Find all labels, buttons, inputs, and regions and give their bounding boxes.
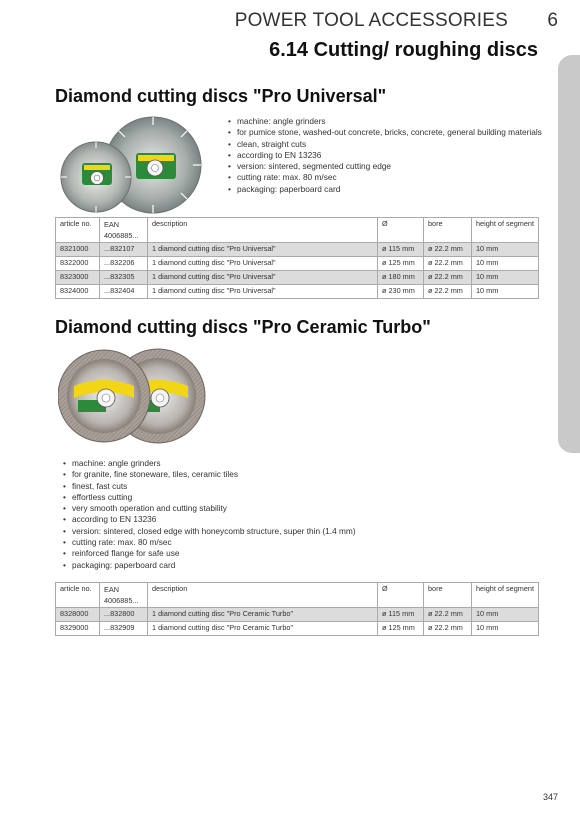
pro-ceramic-turbo-features bbox=[63, 458, 356, 571]
col-segment: height of segment bbox=[472, 218, 539, 243]
cell-article: 8322000 bbox=[56, 257, 100, 271]
cell-article: 8323000 bbox=[56, 271, 100, 285]
cell-ean: ...832909 bbox=[100, 622, 148, 636]
cell-diameter: ø 230 mm bbox=[378, 285, 424, 299]
cell-bore: ø 22.2 mm bbox=[424, 285, 472, 299]
cell-ean: ...832800 bbox=[100, 608, 148, 622]
chapter-side-tab bbox=[558, 55, 580, 453]
pro-ceramic-turbo-discs-image bbox=[58, 346, 206, 446]
table-row bbox=[56, 285, 539, 299]
cell-description: 1 diamond cutting disc "Pro Universal" bbox=[148, 285, 378, 299]
cell-article: 8321000 bbox=[56, 243, 100, 257]
cell-ean: ...832206 bbox=[100, 257, 148, 271]
col-diameter: Ø bbox=[378, 218, 424, 243]
section-subtitle: 6.14 Cutting/ roughing discs bbox=[269, 39, 538, 61]
cell-article: 8329000 bbox=[56, 622, 100, 636]
page-number: 347 bbox=[542, 792, 558, 802]
table-row bbox=[56, 622, 539, 636]
cell-bore: ø 22.2 mm bbox=[424, 257, 472, 271]
cell-diameter: ø 115 mm bbox=[378, 243, 424, 257]
col-diameter: Ø bbox=[378, 583, 424, 608]
cell-article: 8324000 bbox=[56, 285, 100, 299]
col-description: description bbox=[148, 218, 378, 243]
cell-diameter: ø 125 mm bbox=[378, 257, 424, 271]
feature-item: • clean, straight cuts bbox=[228, 139, 542, 150]
feature-item: • finest, fast cuts bbox=[63, 481, 356, 492]
col-bore: bore bbox=[424, 583, 472, 608]
feature-item: • machine: angle grinders bbox=[228, 116, 542, 127]
feature-item: • version: sintered, closed edge with honeycomb structure, super thin (1.4 mm) bbox=[63, 526, 356, 537]
pro-universal-features bbox=[228, 116, 542, 195]
feature-item: • for pumice stone, washed-out concrete, bricks, concrete, general building materials bbox=[228, 127, 542, 138]
cell-description: 1 diamond cutting disc "Pro Universal" bbox=[148, 257, 378, 271]
pro-universal-discs-image bbox=[58, 115, 203, 215]
col-ean: EAN 4006885... bbox=[100, 218, 148, 243]
cell-diameter: ø 115 mm bbox=[378, 608, 424, 622]
feature-item: • for granite, fine stoneware, tiles, ceramic tiles bbox=[63, 469, 356, 480]
col-ean: EAN 4006885... bbox=[100, 583, 148, 608]
table-row bbox=[56, 243, 539, 257]
cell-segment: 10 mm bbox=[472, 257, 539, 271]
cell-segment: 10 mm bbox=[472, 285, 539, 299]
col-segment: height of segment bbox=[472, 583, 539, 608]
feature-item: • cutting rate: max. 80 m/sec bbox=[228, 172, 542, 183]
feature-item: • machine: angle grinders bbox=[63, 458, 356, 469]
cell-segment: 10 mm bbox=[472, 243, 539, 257]
cell-segment: 10 mm bbox=[472, 622, 539, 636]
pro-ceramic-turbo-table bbox=[55, 582, 539, 636]
cell-bore: ø 22.2 mm bbox=[424, 271, 472, 285]
feature-item: • packaging: paperboard card bbox=[63, 560, 356, 571]
chapter-number: 6 bbox=[547, 10, 558, 31]
table-row bbox=[56, 271, 539, 285]
cell-description: 1 diamond cutting disc "Pro Ceramic Turbo" bbox=[148, 622, 378, 636]
cell-description: 1 diamond cutting disc "Pro Ceramic Turbo" bbox=[148, 608, 378, 622]
cell-ean: ...832404 bbox=[100, 285, 148, 299]
feature-item: • very smooth operation and cutting stability bbox=[63, 503, 356, 514]
cell-bore: ø 22.2 mm bbox=[424, 608, 472, 622]
cell-ean: ...832107 bbox=[100, 243, 148, 257]
feature-item: • according to EN 13236 bbox=[63, 514, 356, 525]
cell-description: 1 diamond cutting disc "Pro Universal" bbox=[148, 271, 378, 285]
cell-segment: 10 mm bbox=[472, 271, 539, 285]
table-row bbox=[56, 608, 539, 622]
section-title-pro-universal: Diamond cutting discs "Pro Universal" bbox=[55, 86, 387, 106]
col-article: article no. bbox=[56, 218, 100, 243]
col-description: description bbox=[148, 583, 378, 608]
cell-bore: ø 22.2 mm bbox=[424, 243, 472, 257]
feature-item: • according to EN 13236 bbox=[228, 150, 542, 161]
cell-ean: ...832305 bbox=[100, 271, 148, 285]
cell-diameter: ø 125 mm bbox=[378, 622, 424, 636]
feature-item: • packaging: paperboard card bbox=[228, 184, 542, 195]
cell-article: 8328000 bbox=[56, 608, 100, 622]
col-article: article no. bbox=[56, 583, 100, 608]
feature-item: • version: sintered, segmented cutting edge bbox=[228, 161, 542, 172]
section-title-pro-ceramic-turbo: Diamond cutting discs "Pro Ceramic Turbo" bbox=[55, 317, 431, 337]
table-row bbox=[56, 257, 539, 271]
pro-universal-table bbox=[55, 217, 539, 299]
feature-item: • reinforced flange for safe use bbox=[63, 548, 356, 559]
feature-item: • effortless cutting bbox=[63, 492, 356, 503]
cell-diameter: ø 180 mm bbox=[378, 271, 424, 285]
feature-item: • cutting rate: max. 80 m/sec bbox=[63, 537, 356, 548]
cell-bore: ø 22.2 mm bbox=[424, 622, 472, 636]
cell-description: 1 diamond cutting disc "Pro Universal" bbox=[148, 243, 378, 257]
category-title: POWER TOOL ACCESSORIES bbox=[234, 10, 508, 31]
cell-segment: 10 mm bbox=[472, 608, 539, 622]
col-bore: bore bbox=[424, 218, 472, 243]
